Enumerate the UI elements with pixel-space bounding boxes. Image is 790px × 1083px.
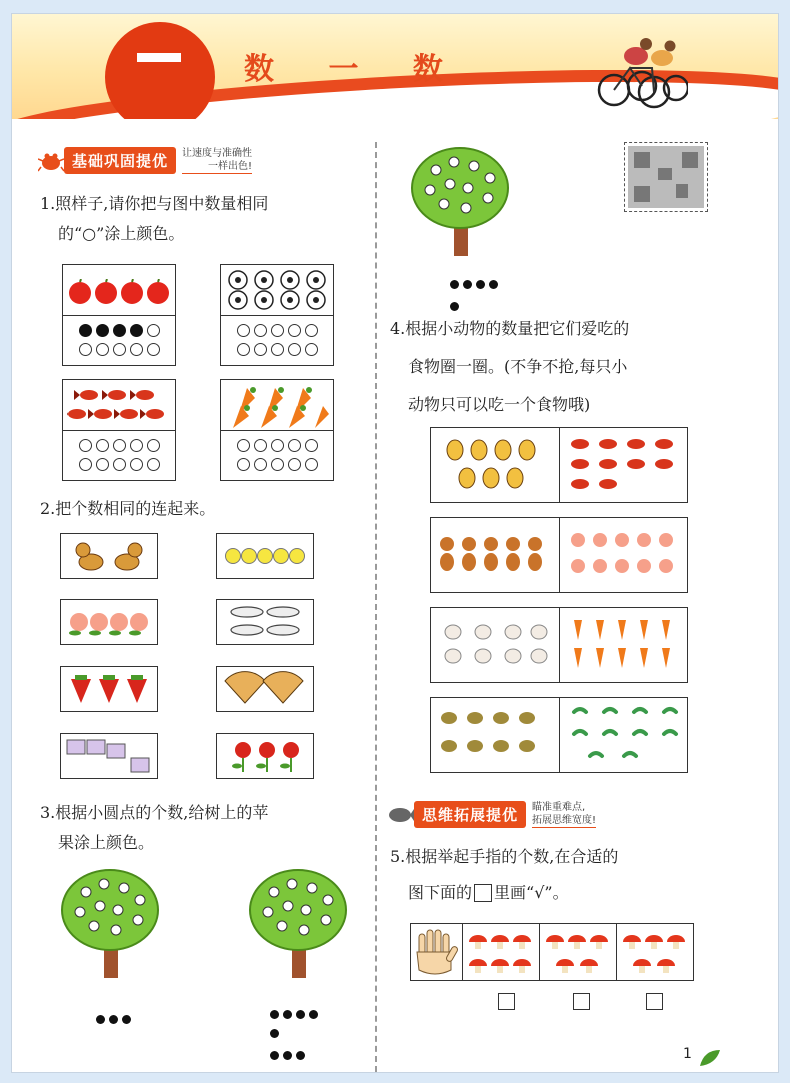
question-5 — [390, 842, 618, 908]
section-note — [532, 801, 596, 828]
column-divider — [375, 142, 377, 1072]
monkey-icon — [431, 518, 560, 592]
match-card-strawberries[interactable] — [60, 666, 158, 712]
q5-text-b: 里画“ — [494, 883, 535, 902]
section-note — [182, 147, 252, 174]
bird-icon — [431, 698, 560, 772]
answer-circles-row-2[interactable] — [221, 456, 333, 473]
hint-dots — [94, 1009, 133, 1028]
note-line: 瞄准重难点, — [532, 802, 586, 813]
note-line: 拓展思维宽度! — [532, 815, 597, 826]
chapter-title: 数 一 数 — [244, 52, 465, 87]
exercise-box-footballs — [220, 264, 334, 366]
peach-icon — [61, 600, 157, 644]
tree-icon — [410, 144, 510, 258]
hint-dots — [268, 1004, 328, 1064]
question-text: 4.根据小动物的数量把它们爱吃的 — [390, 319, 630, 338]
question-text: 的“○”涂上颜色。 — [58, 224, 185, 243]
coin-icon — [217, 534, 313, 578]
fish-mascot-icon — [388, 804, 414, 826]
mushroom-icon — [617, 924, 694, 980]
sample-circles-row — [63, 322, 175, 339]
exercise-box-apples — [62, 264, 176, 366]
section-badge: 思维拓展提优 — [414, 801, 526, 828]
card-icon — [61, 734, 157, 778]
question-text — [390, 878, 618, 908]
peach-icon[interactable] — [560, 518, 689, 592]
note-line: 让速度与准确性 — [182, 148, 253, 159]
fan-icon — [217, 667, 313, 711]
match-card-flowers[interactable] — [216, 733, 314, 779]
cat-icon — [431, 428, 560, 502]
rabbit-icon — [431, 608, 560, 682]
exercise-box-carrots — [220, 379, 334, 481]
animal-food-row-cats-fish — [430, 427, 688, 503]
question-text: 5.根据举起手指的个数,在合适的 — [390, 847, 619, 866]
question-text: 动物只可以吃一个食物哦) — [408, 395, 591, 414]
tree-icon — [248, 866, 348, 980]
hand-icon — [411, 924, 463, 980]
answer-checkbox-3[interactable] — [646, 993, 663, 1010]
mushroom-icon — [463, 924, 540, 980]
section-advanced-header — [388, 801, 596, 828]
football-icon — [221, 269, 333, 311]
q5-text-a: 图下面的 — [408, 883, 473, 902]
dog-icon — [61, 534, 157, 578]
animal-food-row-rabbits-carrots — [430, 607, 688, 683]
question-2 — [40, 494, 215, 524]
question-text: 3.根据小圆点的个数,给树上的苹 — [40, 803, 269, 822]
chapter-number-circle — [105, 22, 215, 119]
match-card-fans[interactable] — [216, 666, 314, 712]
question-4 — [390, 314, 629, 420]
answer-circles-row[interactable] — [221, 437, 333, 454]
fish-icon[interactable] — [560, 428, 689, 502]
qr-code-icon — [624, 142, 708, 212]
finger-mushroom-strip — [410, 923, 694, 981]
leaf-icon — [698, 1048, 722, 1068]
crab-icon — [38, 149, 64, 173]
answer-circles-row-2[interactable] — [63, 456, 175, 473]
q5-text-c: ”。 — [544, 883, 569, 902]
exercise-box-goldfish — [62, 379, 176, 481]
match-card-plates[interactable] — [216, 599, 314, 645]
question-1 — [40, 189, 268, 249]
animal-food-row-monkeys-peaches — [430, 517, 688, 593]
question-text: 果涂上颜色。 — [58, 833, 155, 852]
page-number: 1 — [683, 1046, 692, 1062]
answer-box-sample — [474, 884, 492, 902]
plate-icon — [217, 600, 313, 644]
apples-row — [63, 279, 175, 305]
match-card-dogs[interactable] — [60, 533, 158, 579]
carrot-icon — [221, 384, 333, 428]
question-text: 食物圈一圈。(不争不抢,每只小 — [408, 357, 628, 376]
note-line: 一样出色! — [208, 161, 253, 172]
strawberry-icon — [61, 667, 157, 711]
answer-checkbox-1[interactable] — [498, 993, 515, 1010]
match-card-cards[interactable] — [60, 733, 158, 779]
hint-dots — [448, 274, 500, 315]
workbook-page — [11, 13, 779, 1073]
tree-icon — [60, 866, 160, 980]
apple-icon — [67, 279, 171, 305]
answer-circles-row-2[interactable] — [221, 341, 333, 358]
flower-icon — [217, 734, 313, 778]
carrot-icon[interactable] — [560, 608, 689, 682]
worm-icon[interactable] — [560, 698, 689, 772]
question-3 — [40, 798, 268, 858]
answer-checkbox-2[interactable] — [573, 993, 590, 1010]
match-card-coins[interactable] — [216, 533, 314, 579]
check-icon: √ — [534, 883, 545, 902]
section-basic-header — [38, 147, 252, 174]
cyclists-icon — [592, 28, 688, 112]
mushroom-icon — [540, 924, 617, 980]
section-badge: 基础巩固提优 — [64, 147, 176, 174]
answer-circles-row[interactable] — [221, 322, 333, 339]
animal-food-row-birds-worms — [430, 697, 688, 773]
chapter-numeral — [137, 53, 181, 62]
goldfish-icon — [63, 386, 175, 426]
question-text: 2.把个数相同的连起来。 — [40, 499, 216, 518]
sample-circles-row-2 — [63, 341, 175, 358]
chapter-banner — [12, 14, 778, 119]
answer-circles-row[interactable] — [63, 437, 175, 454]
match-card-peaches[interactable] — [60, 599, 158, 645]
question-text: 1.照样子,请你把与图中数量相同 — [40, 194, 269, 213]
